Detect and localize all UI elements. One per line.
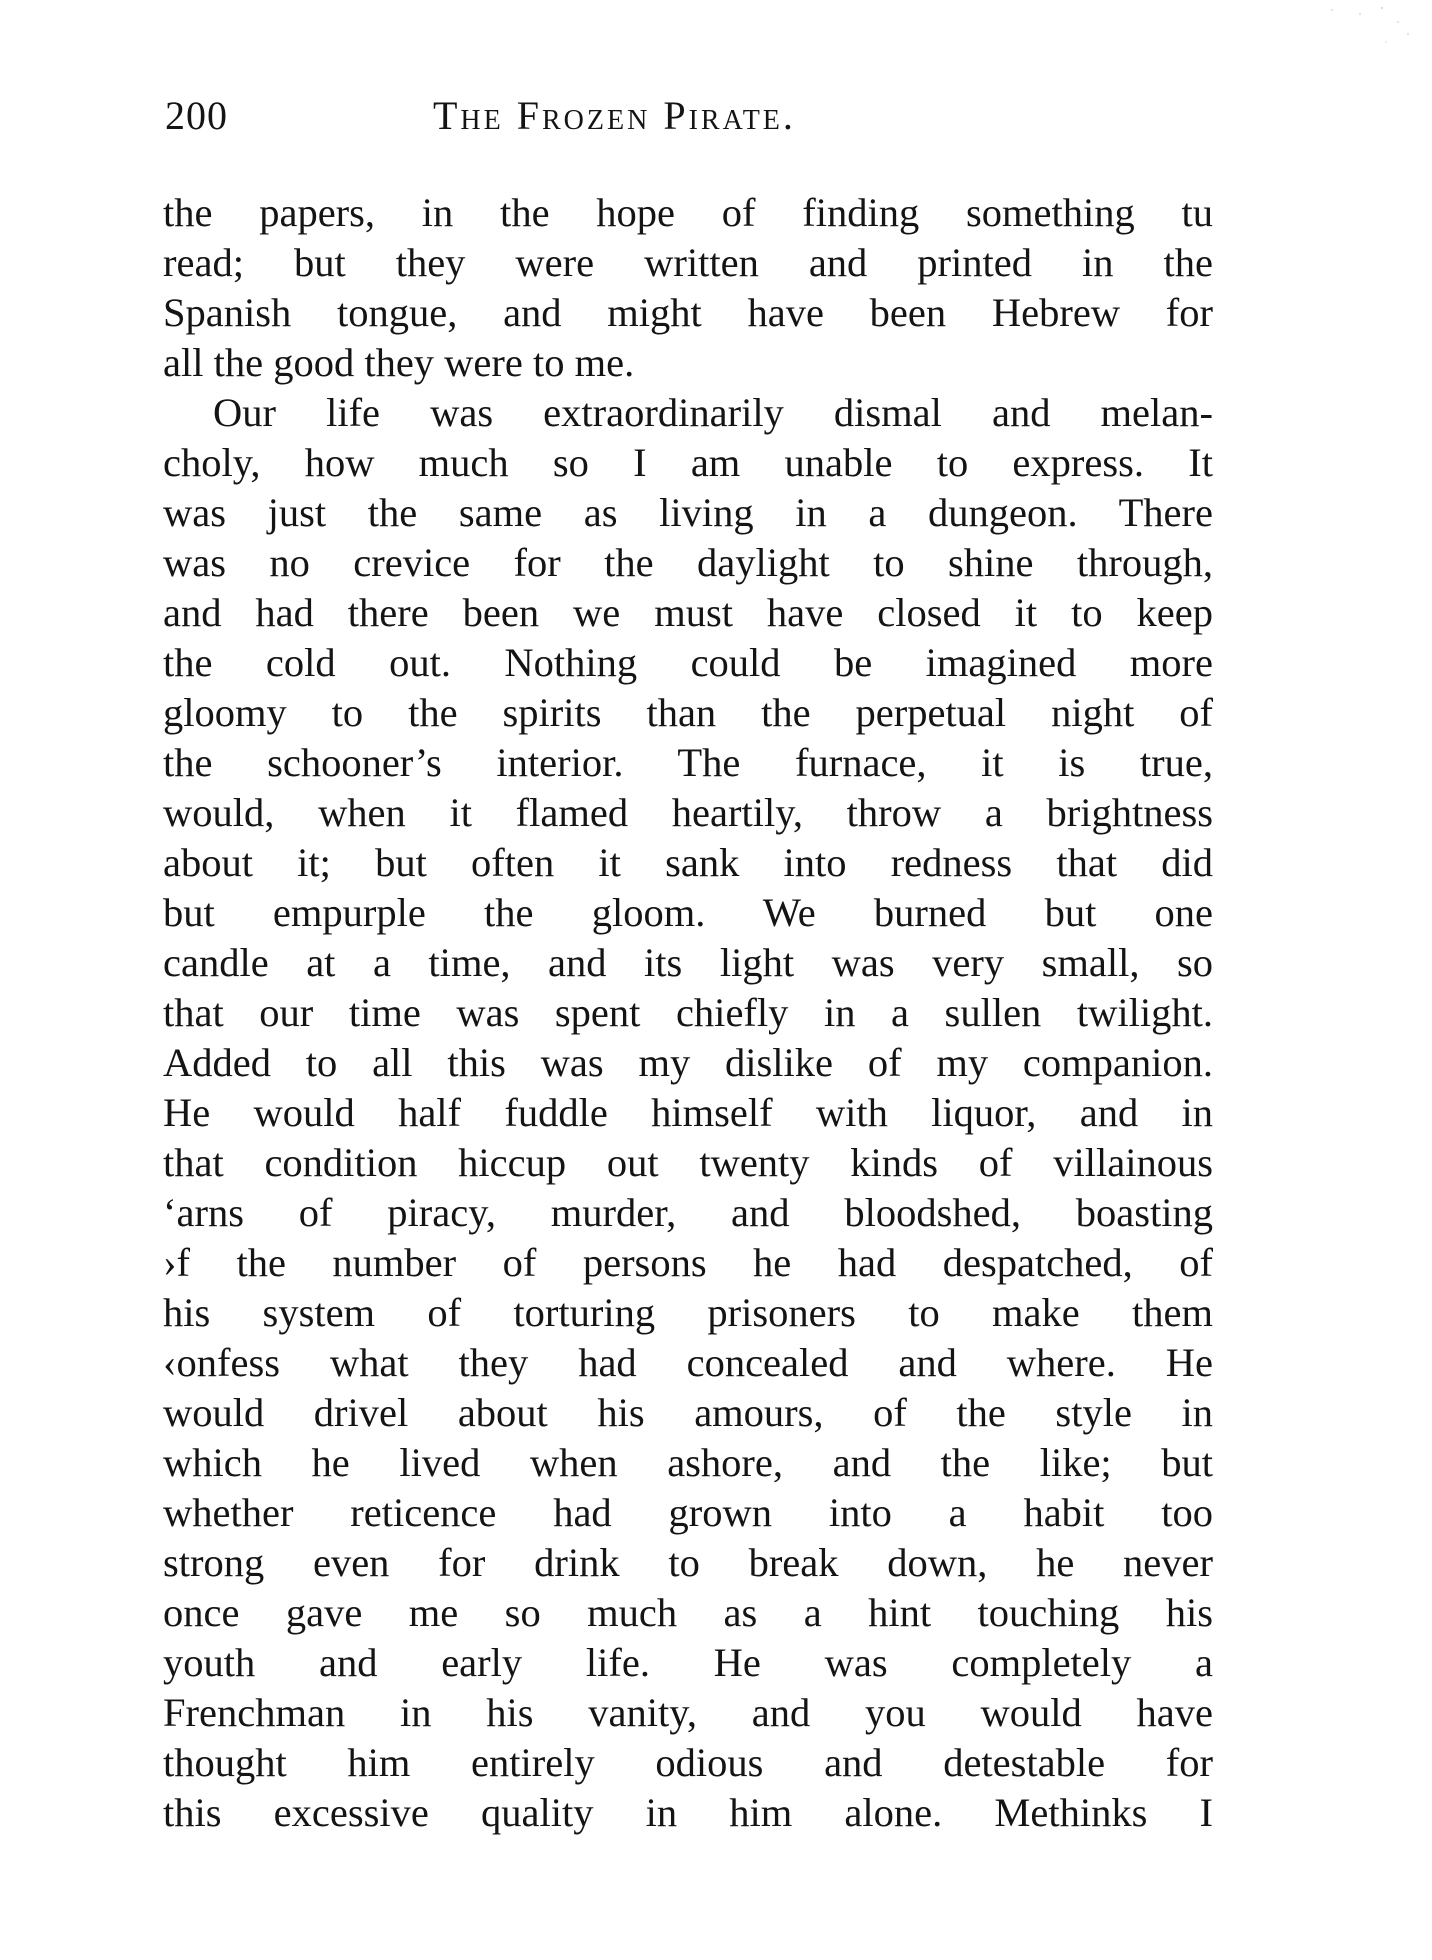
text-line: was no crevice for the daylight to shine through, [163,540,1213,585]
text-line: ‹onfess what they had concealed and where. He [163,1340,1213,1385]
text-line: once gave me so much as a hint touching his [163,1590,1213,1635]
text-line: ›f the number of persons he had despatched, of [163,1240,1213,1285]
text-line: read; but they were written and printed in the [163,240,1213,285]
text-line: his system of torturing prisoners to make them [163,1290,1213,1335]
text-line: which he lived when ashore, and the like; but [163,1440,1213,1485]
text-line: gloomy to the spirits than the perpetual night of [163,690,1213,735]
text-line: and had there been we must have closed it to keep [163,590,1213,635]
text-line: all the good they were to me. [163,340,635,385]
paper-specks [1312,0,1422,60]
body-text [163,188,1213,1838]
text-line: choly, how much so I am unable to express. It [163,440,1213,485]
text-line: youth and early life. He was completely a [163,1640,1213,1685]
text-line: was just the same as living in a dungeon. There [163,490,1213,535]
text-line: the schooner’s interior. The furnace, it is true, [163,740,1213,785]
running-head-title: The Frozen Pirate. [433,93,796,138]
text-line: that condition hiccup out twenty kinds of villainous [163,1140,1213,1185]
text-line: but empurple the gloom. We burned but one [163,890,1213,935]
text-line: Our life was extraordinarily dismal and melan- [213,390,1213,435]
text-line: ‘arns of piracy, murder, and bloodshed, boasting [163,1190,1213,1235]
text-line: would, when it flamed heartily, throw a brightness [163,790,1213,835]
text-line: whether reticence had grown into a habit too [163,1490,1213,1535]
text-line: candle at a time, and its light was very small, so [163,940,1213,985]
text-line: He would half fuddle himself with liquor, and in [163,1090,1213,1135]
page-number: 200 [165,93,228,138]
text-line: strong even for drink to break down, he never [163,1540,1213,1585]
text-line: about it; but often it sank into redness that did [163,840,1213,885]
text-line: Spanish tongue, and might have been Hebrew for [163,290,1213,335]
text-line: the cold out. Nothing could be imagined more [163,640,1213,685]
text-line: the papers, in the hope of finding something tu [163,190,1213,235]
text-line: thought him entirely odious and detestable for [163,1740,1213,1785]
text-line: this excessive quality in him alone. Methinks I [163,1790,1213,1835]
text-line: Added to all this was my dislike of my companion. [163,1040,1213,1085]
text-line: Frenchman in his vanity, and you would have [163,1690,1213,1735]
page-header [165,92,1215,152]
text-line: that our time was spent chiefly in a sullen twilight. [163,990,1213,1035]
text-line: would drivel about his amours, of the style in [163,1390,1213,1435]
